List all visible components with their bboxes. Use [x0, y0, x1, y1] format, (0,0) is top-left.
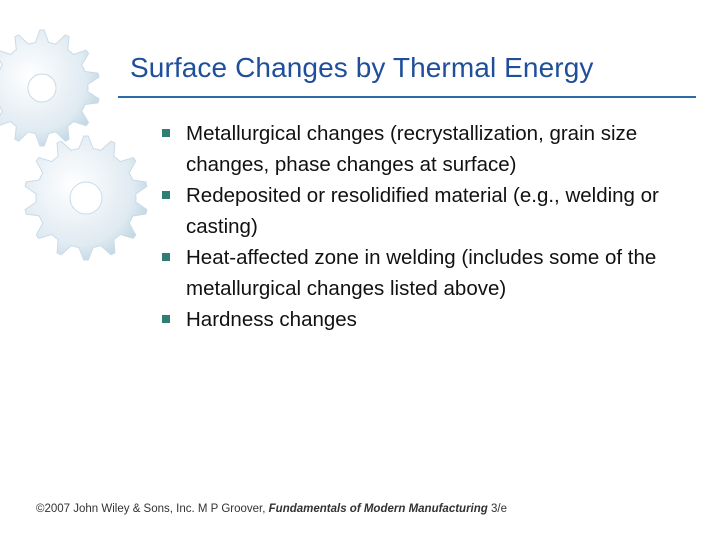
gear-icon: [0, 30, 99, 146]
title-divider: [118, 96, 696, 98]
square-bullet-icon: [162, 315, 170, 323]
footer-author: M P Groover,: [197, 503, 266, 515]
bullet-text: Hardness changes: [186, 308, 357, 331]
bullet-item: [160, 118, 700, 180]
slide-footer: [36, 503, 507, 515]
slide-title: Surface Changes by Thermal Energy: [130, 52, 594, 83]
footer-copyright: ©2007 John Wiley & Sons, Inc.: [36, 503, 195, 515]
bullet-text: Redeposited or resolidified material (e.g., welding or casting): [186, 184, 659, 238]
bullet-list: [160, 118, 700, 335]
square-bullet-icon: [162, 191, 170, 199]
bullet-item: [160, 180, 700, 242]
bullet-text: Metallurgical changes (recrystallization, grain size changes, phase changes at surface): [186, 122, 638, 176]
bullet-item: [160, 304, 700, 335]
gear-icon: [25, 136, 147, 260]
square-bullet-icon: [162, 129, 170, 137]
bullet-item: [160, 242, 700, 304]
bullet-text: Heat‑affected zone in welding (includes some of the metallurgical changes listed above): [186, 246, 657, 300]
footer-edition: 3/e: [491, 503, 507, 515]
square-bullet-icon: [162, 253, 170, 261]
footer-book-title: Fundamentals of Modern Manufacturing: [268, 503, 488, 515]
